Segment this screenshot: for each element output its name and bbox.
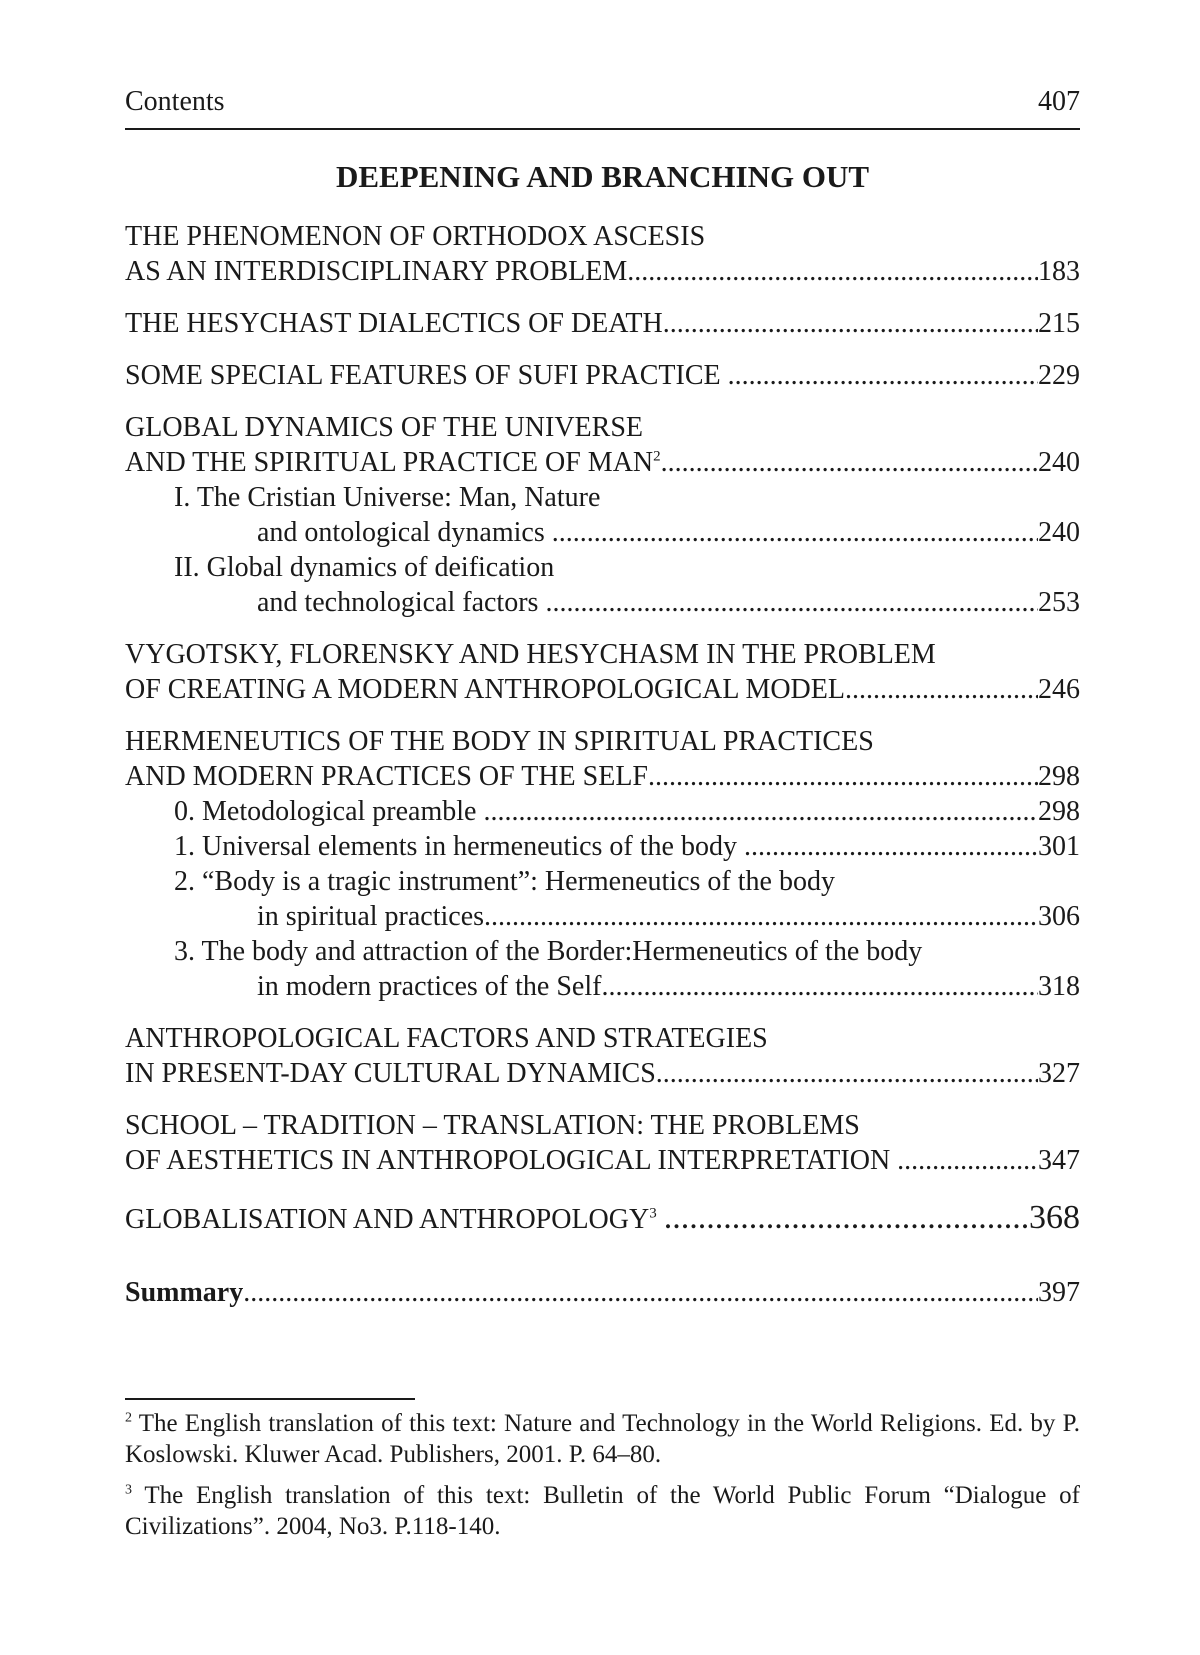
toc-page-number: 306: [1038, 901, 1080, 932]
toc-entry-title-line: [125, 1202, 664, 1237]
toc-subentry-leader: [125, 969, 1080, 1004]
toc-entry-leader: [125, 306, 1080, 341]
dot-leader: [744, 829, 1038, 864]
toc-subentry-leader: [125, 899, 1080, 934]
toc-entry-leader: [125, 1143, 1080, 1178]
toc-entry-title-text: GLOBALISATION AND ANTHROPOLOGY: [125, 1204, 650, 1235]
toc-entry: [125, 306, 1080, 341]
toc-entry-leader: [125, 1275, 1080, 1310]
dot-leader: [648, 759, 1038, 794]
toc-page-number: 318: [1038, 971, 1080, 1002]
toc-page-number: 397: [1038, 1277, 1080, 1308]
toc-page-number: 368: [1029, 1199, 1080, 1236]
toc-entry-title-text: AND THE SPIRITUAL PRACTICE OF MAN: [125, 447, 654, 478]
toc-subentry-title-line: in spiritual practices: [257, 901, 485, 932]
dot-leader: [627, 254, 1038, 289]
running-header-title: Contents: [125, 86, 225, 117]
toc-entry-title-line: ANTHROPOLOGICAL FACTORS AND STRATEGIES: [125, 1023, 768, 1054]
toc-entry-leader: [125, 759, 1080, 794]
toc-entry-leader: [125, 672, 1080, 707]
dot-leader: [664, 1200, 1029, 1235]
toc-page-number: 240: [1038, 447, 1080, 478]
toc-subentry-title-line: II. Global dynamics of deification: [174, 552, 555, 583]
toc-entry-title-line: THE PHENOMENON OF ORTHODOX ASCESIS: [125, 221, 706, 252]
toc-subentry-leader: [125, 794, 1080, 829]
toc-entry-title-line: [125, 445, 661, 480]
dot-leader: [663, 306, 1038, 341]
toc-entry-leader: [125, 1056, 1080, 1091]
toc-page-number: 327: [1038, 1058, 1080, 1089]
toc-entry-title-line: VYGOTSKY, FLORENSKY AND HESYCHASM IN THE PROBLEM: [125, 639, 936, 670]
toc-page-number: 229: [1038, 360, 1080, 391]
toc-page-number: 301: [1038, 831, 1080, 862]
footnote-mark: 3: [649, 1205, 657, 1222]
toc-entry: [125, 1200, 1080, 1237]
toc-entry-leader: [125, 358, 1080, 393]
footnote-mark: 3: [125, 1482, 132, 1498]
toc-entry-title-line: HERMENEUTICS OF THE BODY IN SPIRITUAL PRACTICES: [125, 726, 874, 757]
dot-leader: [845, 672, 1038, 707]
toc-subentry-leader: [125, 585, 1080, 620]
toc-subentry-title-line: 0. Metodological preamble: [174, 796, 484, 827]
running-header: [125, 84, 1080, 120]
toc-page-number: 246: [1038, 674, 1080, 705]
toc-entry-title-line: IN PRESENT-DAY CULTURAL DYNAMICS: [125, 1058, 656, 1089]
toc-subentry-title-line: 1. Universal elements in hermeneutics of the body: [174, 831, 744, 862]
footnotes: [125, 1408, 1080, 1552]
toc-entry: [125, 1021, 1080, 1091]
footnote-mark: 2: [653, 448, 661, 465]
toc-entry-leader: [125, 254, 1080, 289]
toc-subentry-leader: [125, 515, 1080, 550]
toc-entry-leader: [125, 1200, 1080, 1237]
toc-entry-title-line: SCHOOL – TRADITION – TRANSLATION: THE PROBLEMS: [125, 1110, 860, 1141]
dot-leader: [897, 1143, 1038, 1178]
toc-subentry-title-line: 3. The body and attraction of the Border:Hermeneutics of the body: [174, 936, 923, 967]
toc-page-number: 298: [1038, 761, 1080, 792]
toc-entry-title-line: Summary: [125, 1277, 244, 1308]
dot-leader: [545, 585, 1038, 620]
toc-entry-title-line: AND MODERN PRACTICES OF THE SELF: [125, 761, 648, 792]
toc-entry-title-line: OF AESTHETICS IN ANTHROPOLOGICAL INTERPRETATION: [125, 1145, 898, 1176]
toc-subentry-title-line: 2. “Body is a tragic instrument”: Hermeneutics of the body: [174, 866, 835, 897]
footnote-rule: [125, 1398, 415, 1400]
toc-entry: [125, 410, 1080, 620]
toc-entry: [125, 358, 1080, 393]
toc-entry-leader: [125, 445, 1080, 480]
toc-page-number: 215: [1038, 308, 1080, 339]
table-of-contents: [125, 219, 1080, 1327]
dot-leader: [483, 794, 1038, 829]
toc-entry: [125, 219, 1080, 289]
toc-page-number: 240: [1038, 517, 1080, 548]
toc-subentry-title-line: and ontological dynamics: [257, 517, 552, 548]
footnote-text: The English translation of this text: Bulletin of the World Public Forum “Dialogue of Civilizations”. 2004, No3. P.118-140.: [125, 1482, 1080, 1540]
dot-leader: [656, 1056, 1038, 1091]
toc-entry: [125, 637, 1080, 707]
section-title: DEEPENING AND BRANCHING OUT: [335, 159, 870, 194]
toc-subentry-title-line: in modern practices of the Self: [257, 971, 602, 1002]
toc-page-number: 347: [1038, 1145, 1080, 1176]
toc-entry-title-line: OF CREATING A MODERN ANTHROPOLOGICAL MODEL: [125, 674, 845, 705]
toc-subentry-title-line: and technological factors: [257, 587, 546, 618]
dot-leader: [484, 899, 1038, 934]
toc-entry: [125, 1275, 1080, 1310]
toc-page-number: 183: [1038, 256, 1080, 287]
dot-leader: [601, 969, 1038, 1004]
dot-leader: [728, 358, 1038, 393]
toc-entry-title-line: THE HESYCHAST DIALECTICS OF DEATH: [125, 308, 663, 339]
toc-entry: [125, 724, 1080, 1004]
toc-entry: [125, 1108, 1080, 1178]
toc-subentry-title-line: I. The Cristian Universe: Man, Nature: [174, 482, 601, 513]
toc-entry-title-line: AS AN INTERDISCIPLINARY PROBLEM: [125, 256, 628, 287]
toc-page-number: 298: [1038, 796, 1080, 827]
dot-leader: [243, 1275, 1038, 1310]
footnote-text: The English translation of this text: Nature and Technology in the World Religions. Ed. by P. Koslowski. Kluwer Acad. Publishers, 2001. P. 64–80.: [125, 1410, 1080, 1468]
footnote-mark: 2: [125, 1410, 132, 1426]
toc-page-number: 253: [1038, 587, 1080, 618]
toc-entry-title-line: GLOBAL DYNAMICS OF THE UNIVERSE: [125, 412, 644, 443]
header-rule: [125, 128, 1080, 130]
dot-leader: [552, 515, 1038, 550]
toc-subentry-leader: [125, 829, 1080, 864]
dot-leader: [661, 445, 1038, 480]
footnote: [125, 1408, 1080, 1470]
footnote: [125, 1480, 1080, 1542]
page-number: 407: [1038, 86, 1080, 117]
toc-entry-title-line: SOME SPECIAL FEATURES OF SUFI PRACTICE: [125, 360, 728, 391]
